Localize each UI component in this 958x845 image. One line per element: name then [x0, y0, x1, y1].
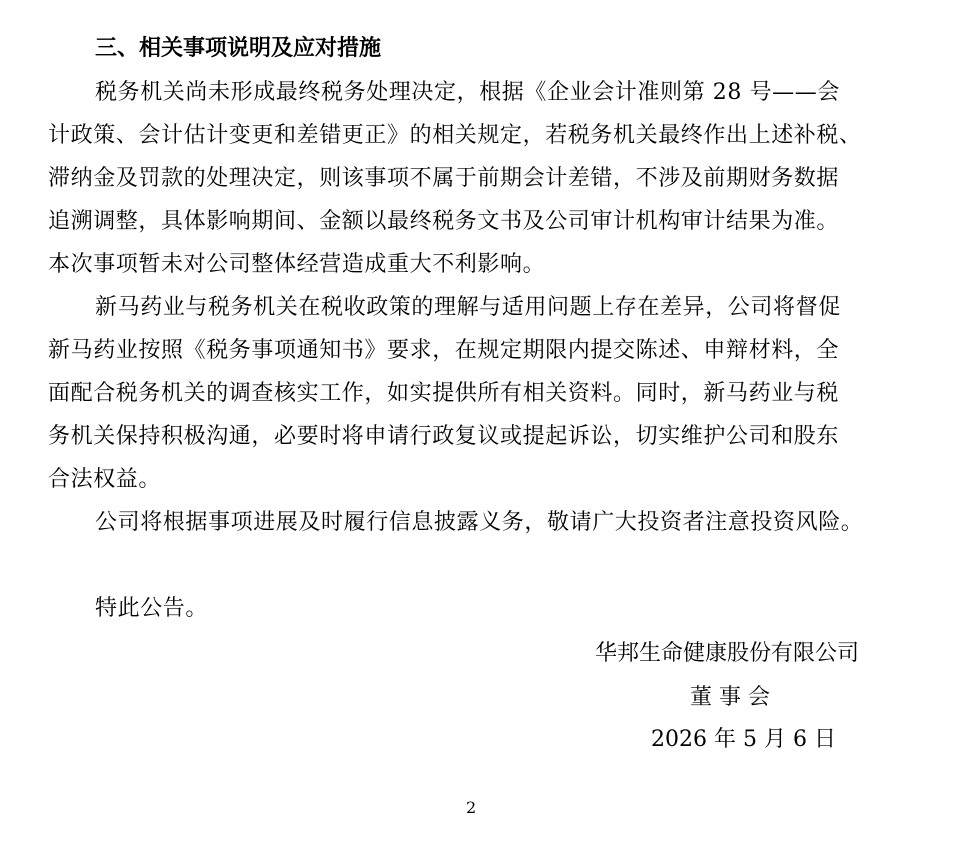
paragraph-1-line-5: 本次事项暂未对公司整体经营造成重大不利影响。: [48, 252, 546, 277]
paragraph-2-line-4: 务机关保持积极沟通，必要时将申请行政复议或提起诉讼，切实维护公司和股东: [48, 424, 840, 449]
paragraph-2-line-2: 新马药业按照《税务事项通知书》要求，在规定期限内提交陈述、申辩材料，全: [48, 338, 840, 363]
paragraph-1-line-4: 追溯调整，具体影响期间、金额以最终税务文书及公司审计机构审计结果为准。: [48, 209, 840, 234]
paragraph-1-line-3: 滞纳金及罚款的处理决定，则该事项不属于前期会计差错，不涉及前期财务数据: [48, 166, 840, 191]
paragraph-1-line-2: 计政策、会计估计变更和差错更正》的相关规定，若税务机关最终作出上述补税、: [48, 123, 862, 148]
page-number: 2: [466, 798, 477, 817]
paragraph-2-line-3: 面配合税务机关的调查核实工作，如实提供所有相关资料。同时，新马药业与税: [48, 381, 840, 406]
closing-text: 特此公告。: [95, 596, 209, 621]
paragraph-3-line-1: 公司将根据事项进展及时履行信息披露义务，敬请广大投资者注意投资风险。: [95, 510, 864, 535]
signature-date: 2026 年 5 月 6 日: [651, 727, 836, 752]
paragraph-2-line-1: 新马药业与税务机关在税收政策的理解与适用问题上存在差异，公司将督促: [95, 295, 841, 320]
signature-board: 董 事 会: [690, 685, 770, 710]
paragraph-1-line-1: 税务机关尚未形成最终税务处理决定，根据《企业会计准则第 28 号——会: [95, 80, 840, 105]
paragraph-2-line-5: 合法权益。: [48, 467, 162, 492]
signature-company: 华邦生命健康股份有限公司: [595, 641, 860, 666]
section-heading: 三、相关事项说明及应对措施: [95, 35, 382, 61]
